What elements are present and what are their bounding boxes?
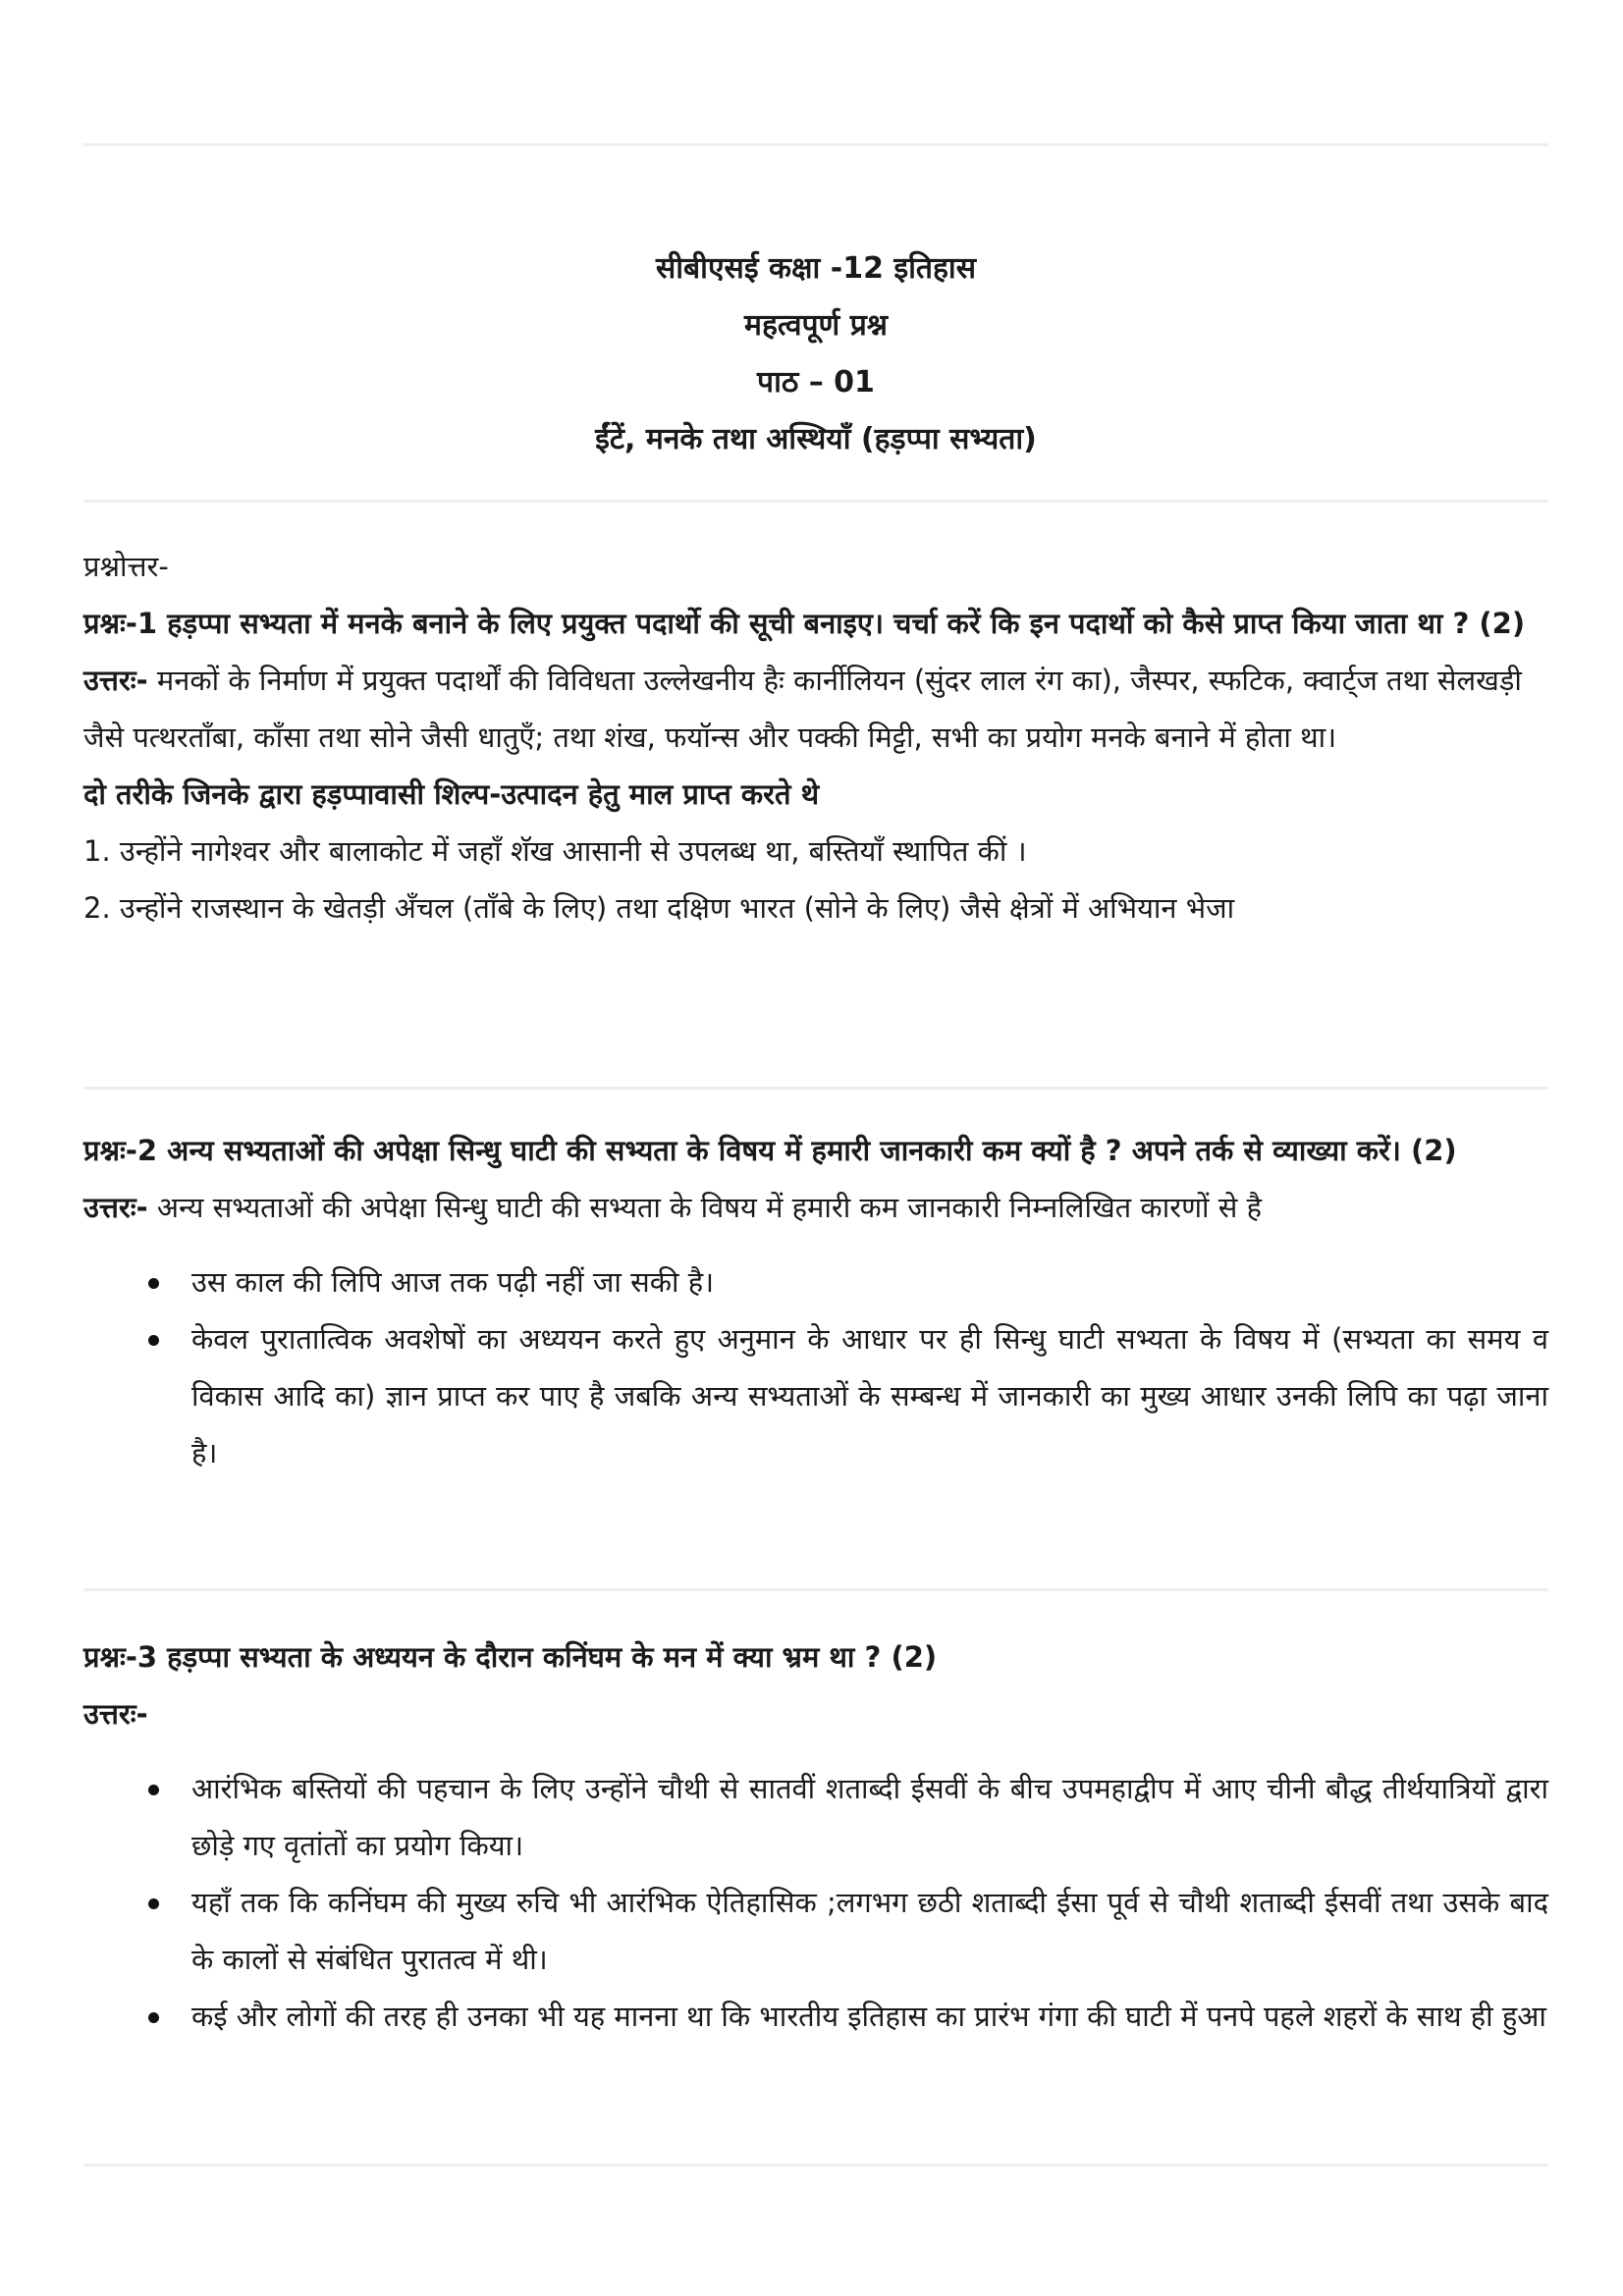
header-subtitle: महत्वपूर्ण प्रश्न — [744, 308, 888, 343]
question-2: प्रश्नः-2 अन्य सभ्यताओं की अपेक्षा सिन्धु घाटी की सभ्यता के विषय में हमारी जानकारी कम क्यों है ? अपने तर्क से व्याख्या करें। (2) — [83, 1134, 1457, 1167]
divider — [83, 1087, 1548, 1090]
list-item-text: केवल पुरातात्विक अवशेषों का अध्ययन करते हुए अनुमान के आधार पर ही सिन्धु घाटी सभ्यता के विषय में (सभ्यता का समय व विकास आदि का) ज्ञान प्राप्त कर पाए है जबकि अन्य सभ्यताओं के सम्बन्ध में जानकारी का मुख्य आधार उनकी लिपि का पढ़ा जाना है। — [191, 1322, 1548, 1469]
answer-label: उत्तरः- — [83, 1191, 148, 1224]
answer-label: उत्तरः- — [83, 1697, 148, 1731]
list-item-text: आरंभिक बस्तियों की पहचान के लिए उन्होंने चौथी से सातवीं शताब्दी ईसवीं के बीच उपमहाद्वीप में आए चीनी बौद्ध तीर्थयात्रियों द्वारा छोड़े गए वृतांतों का प्रयोग किया। — [191, 1772, 1548, 1862]
answer-3-bullets — [83, 1760, 1548, 2045]
list-item — [191, 1988, 1548, 2045]
divider — [83, 500, 1548, 503]
header-board-class: सीबीएसई कक्षा -12 इतिहास — [656, 251, 976, 286]
question-1: प्रश्नः-1 हड़प्पा सभ्यता में मनके बनाने के लिए प्रयुक्त पदार्थो की सूची बनाइए। चर्चा करें कि इन पदार्थो को कैसे प्राप्त किया जाता था ? (2) — [83, 607, 1526, 640]
answer-1 — [83, 652, 1548, 766]
bullet-icon — [148, 1335, 159, 1346]
divider — [83, 143, 1548, 146]
question-block-1 — [83, 538, 1548, 936]
answer-1-text: मनकों के निर्माण में प्रयुक्त पदार्थों की विविधता उल्लेखनीय हैः कार्नीलियन (सुंदर लाल रंग का), जैस्पर, स्फटिक, क्वार्ट्ज तथा सेलखड़ी जैसे पत्थरताँबा, काँसा तथा सोने जैसी धातुएँ; तथा शंख, फयॉन्स और पक्की मिट्टी, सभी का प्रयोग मनके बनाने में होता था। — [83, 664, 1522, 754]
answer-1-point-1: 1. उन्होंने नागेश्वर और बालाकोट में जहाँ शॅख आसानी से उपलब्ध था, बस्तियाँ स्थापित कीं । — [83, 834, 1027, 868]
question-3: प्रश्नः-3 हड़प्पा सभ्यता के अध्ययन के दौरान कनिंघम के मन में क्या भ्रम था ? (2) — [83, 1640, 938, 1674]
answer-2-text: अन्य सभ्यताओं की अपेक्षा सिन्धु घाटी की सभ्यता के विषय में हमारी कम जानकारी निम्नलिखित कारणों से है — [147, 1191, 1262, 1224]
bullet-icon — [148, 1278, 159, 1289]
divider — [83, 1588, 1548, 1591]
list-item — [191, 1874, 1548, 1988]
question-block-3 — [83, 1629, 1548, 2045]
list-item — [191, 1760, 1548, 1874]
answer-2-bullets — [83, 1254, 1548, 1481]
section-label: प्रश्नोत्तर- — [83, 550, 169, 583]
list-item — [191, 1254, 1548, 1310]
list-item-text: उस काल की लिपि आज तक पढ़ी नहीं जा सकी है। — [191, 1265, 715, 1299]
list-item-text: कई और लोगों की तरह ही उनका भी यह मानना था कि भारतीय इतिहास का प्रारंभ गंगा की घाटी में पनपे पहले शहरों के साथ ही हुआ — [191, 2000, 1546, 2033]
bullet-icon — [148, 1898, 159, 1909]
answer-1-point-2: 2. उन्होंने राजस्थान के खेतड़ी अँचल (ताँबे के लिए) तथा दक्षिण भारत (सोने के लिए) जैसे क्षेत्रों में अभियान भेजा — [83, 891, 1235, 925]
bullet-icon — [148, 2012, 159, 2023]
header-chapter-title: ईंटें, मनके तथा अस्थियाँ (हड़प्पा सभ्यता) — [595, 422, 1037, 456]
header-chapter: पाठ – 01 — [757, 365, 875, 400]
list-item-text: यहाँ तक कि कनिंघम की मुख्य रुचि भी आरंभिक ऐतिहासिक ;लगभग छठी शताब्दी ईसा पूर्व से चौथी शताब्दी ईसवीं तथा उसके बाद के कालों से संबंधित पुरातत्व में थी। — [191, 1886, 1548, 1976]
list-item — [191, 1310, 1548, 1481]
answer-1-subheading: दो तरीके जिनके द्वारा हड़प्पावासी शिल्प-उत्पादन हेतु माल प्राप्त करते थे — [83, 777, 820, 811]
answer-label: उत्तरः- — [83, 664, 148, 697]
document-header — [83, 240, 1548, 468]
answer-2 — [83, 1179, 1548, 1236]
divider — [83, 2163, 1548, 2166]
question-block-2 — [83, 1122, 1548, 1481]
bullet-icon — [148, 1785, 159, 1795]
